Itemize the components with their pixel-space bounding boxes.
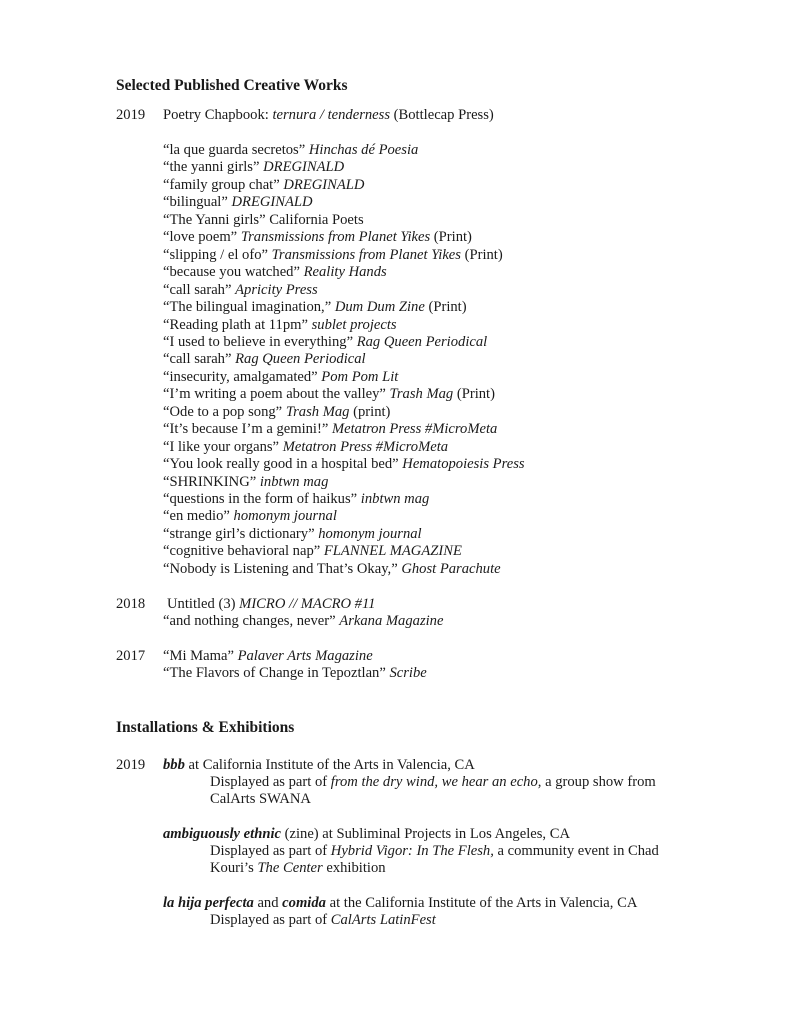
work-title: “Reading plath at 11pm” xyxy=(163,316,312,333)
work-title: bbb xyxy=(163,757,185,773)
publication-item xyxy=(163,317,397,334)
venue-name: Apricity Press xyxy=(235,281,318,298)
venue: at California Institute of the Arts in Valencia, CA xyxy=(184,757,475,773)
work-title: “strange girl’s dictionary” xyxy=(163,525,319,542)
publication-item xyxy=(163,404,390,421)
publication-item xyxy=(163,508,337,525)
work-title: “The Yanni girls” California Poets xyxy=(163,211,364,228)
venue-name: inbtwn mag xyxy=(360,491,430,507)
publication-item xyxy=(163,456,525,473)
venue-name: Hinchas dé Poesia xyxy=(308,142,419,158)
venue-name: Ghost Parachute xyxy=(401,560,501,577)
publication-item xyxy=(163,212,364,229)
publication-item xyxy=(163,439,448,456)
venue-name: Rag Queen Periodical xyxy=(235,351,366,368)
venue-name: Hematopoiesis Press xyxy=(402,456,525,473)
work-title: “because you watched” xyxy=(163,264,304,281)
publication-item xyxy=(163,561,501,578)
publication-item xyxy=(163,299,467,316)
exhibition-title: The Center xyxy=(257,860,323,876)
work-title: “call sarah” xyxy=(163,281,236,298)
installation-description xyxy=(210,860,386,877)
publication-item xyxy=(163,247,503,264)
installation-description xyxy=(210,791,311,808)
work-title: “call sarah” xyxy=(163,351,236,368)
venue: at the California Institute of the Arts in Valencia, CA xyxy=(325,895,638,911)
format-note: (Print) xyxy=(460,246,503,263)
work-title: “Mi Mama” xyxy=(163,648,238,664)
work-title: “Nobody is Listening and That’s Okay,” xyxy=(163,560,402,577)
work-title: Untitled (3) xyxy=(167,596,240,612)
work-title: “It’s because I’m a gemini!” xyxy=(163,421,332,438)
installation-description xyxy=(210,774,656,791)
publication-item xyxy=(163,351,366,368)
work-title: “The Flavors of Change in Tepoztlan” xyxy=(163,665,390,682)
work-title: “bilingual” xyxy=(163,194,232,211)
venue-name: sublet projects xyxy=(311,316,397,333)
publication-item xyxy=(163,491,429,508)
conjunction: and xyxy=(253,895,283,911)
desc-text: Displayed as part of xyxy=(210,774,331,790)
venue-name: inbtwn mag xyxy=(259,473,329,490)
publication-item xyxy=(163,474,328,491)
venue-name: Transmissions from Planet Yikes xyxy=(271,246,461,263)
format-note: (Print) xyxy=(453,386,495,403)
venue-name: Scribe xyxy=(389,665,427,682)
desc-text: Kouri’s xyxy=(210,860,258,876)
section-heading-published: Selected Published Creative Works xyxy=(116,77,348,94)
show-title: CalArts LatinFest xyxy=(330,912,436,928)
venue: (zine) at Subliminal Projects in Los Angeles, CA xyxy=(280,826,570,842)
installation-entry xyxy=(163,826,570,843)
work-title: “I like your organs” xyxy=(163,438,283,455)
desc-text: CalArts SWANA xyxy=(210,791,311,807)
work-title: comida xyxy=(282,895,326,911)
venue-name: Transmissions from Planet Yikes xyxy=(240,229,431,246)
work-title: “The bilingual imagination,” xyxy=(163,299,335,316)
work-title: “en medio” xyxy=(163,508,234,525)
work-title: “I used to believe in everything” xyxy=(163,333,357,350)
work-title: “cognitive behavioral nap” xyxy=(163,543,324,560)
format-note: (print) xyxy=(349,403,391,420)
venue-name: Palaver Arts Magazine xyxy=(237,648,373,664)
installation-entry xyxy=(163,895,637,912)
publication-item xyxy=(163,526,422,543)
venue-name: Arkana Magazine xyxy=(339,613,444,630)
desc-text: exhibition xyxy=(322,860,386,876)
venue-name: Pom Pom Lit xyxy=(321,368,399,385)
chapbook-entry xyxy=(163,107,494,124)
publication-item xyxy=(163,543,462,560)
format-note: (Print) xyxy=(430,229,472,246)
venue-name: MICRO // MACRO #11 xyxy=(239,596,376,612)
venue-name: Trash Mag xyxy=(389,386,454,403)
show-title: Hybrid Vigor: In The Flesh, xyxy=(330,843,494,859)
publication-item xyxy=(163,194,313,211)
venue-name: DREGINALD xyxy=(263,159,345,176)
venue-name: Metatron Press #MicroMeta xyxy=(331,421,498,438)
work-title: “la que guarda secretos” xyxy=(163,142,309,158)
publication-item xyxy=(163,421,497,438)
installation-entry xyxy=(163,757,475,774)
work-title: “family group chat” xyxy=(163,176,284,193)
year-label: 2019 xyxy=(116,107,146,123)
work-title: la hija perfecta xyxy=(163,895,254,911)
work-title: ambiguously ethnic xyxy=(163,826,281,842)
chapbook-publisher: (Bottlecap Press) xyxy=(390,107,494,123)
work-title: “and nothing changes, never” xyxy=(163,613,340,630)
work-title: “slipping / el ofo” xyxy=(163,246,272,263)
work-title: “the yanni girls” xyxy=(163,159,264,176)
chapbook-title: ternura / tenderness xyxy=(272,107,391,123)
work-title: “Ode to a pop song” xyxy=(163,403,286,420)
desc-text: a community event in Chad xyxy=(493,843,659,859)
format-note: (Print) xyxy=(424,299,467,316)
work-title: “insecurity, amalgamated” xyxy=(163,368,322,385)
venue-name: homonym journal xyxy=(318,525,422,542)
chapbook-prefix: Poetry Chapbook: xyxy=(163,107,273,123)
publication-item xyxy=(163,282,318,299)
venue-name: Trash Mag xyxy=(285,403,350,420)
year-label: 2019 xyxy=(116,757,146,773)
year-label: 2017 xyxy=(116,648,146,664)
publication-item xyxy=(163,648,373,665)
show-title: from the dry wind, we hear an echo, xyxy=(330,774,542,790)
venue-name: Metatron Press #MicroMeta xyxy=(282,438,449,455)
venue-name: homonym journal xyxy=(233,508,337,525)
publication-item xyxy=(163,142,418,159)
work-title: “questions in the form of haikus” xyxy=(163,491,361,507)
publication-item xyxy=(163,229,472,246)
work-title: “I’m writing a poem about the valley” xyxy=(163,386,390,403)
publication-item xyxy=(163,177,364,194)
publication-item xyxy=(163,334,487,351)
publication-item xyxy=(167,596,375,613)
section-heading-installations: Installations & Exhibitions xyxy=(116,719,295,736)
venue-name: DREGINALD xyxy=(231,194,313,211)
venue-name: DREGINALD xyxy=(283,176,365,193)
publication-item xyxy=(163,386,495,403)
venue-name: Reality Hands xyxy=(303,264,387,281)
work-title: “You look really good in a hospital bed” xyxy=(163,456,403,473)
installation-description xyxy=(210,843,659,860)
year-label: 2018 xyxy=(116,596,146,612)
venue-name: FLANNEL MAGAZINE xyxy=(323,543,462,560)
publication-item xyxy=(163,264,387,281)
venue-name: Rag Queen Periodical xyxy=(356,333,488,350)
publication-item xyxy=(163,665,427,682)
publication-item xyxy=(163,159,344,176)
work-title: “SHRINKING” xyxy=(163,473,260,490)
work-title: “love poem” xyxy=(163,229,241,246)
desc-text: Displayed as part of xyxy=(210,843,331,859)
publication-item xyxy=(163,613,443,630)
desc-text: a group show from xyxy=(541,774,656,790)
installation-description xyxy=(210,912,436,929)
publication-item xyxy=(163,369,398,386)
desc-text: Displayed as part of xyxy=(210,912,331,928)
venue-name: Dum Dum Zine xyxy=(334,299,425,316)
